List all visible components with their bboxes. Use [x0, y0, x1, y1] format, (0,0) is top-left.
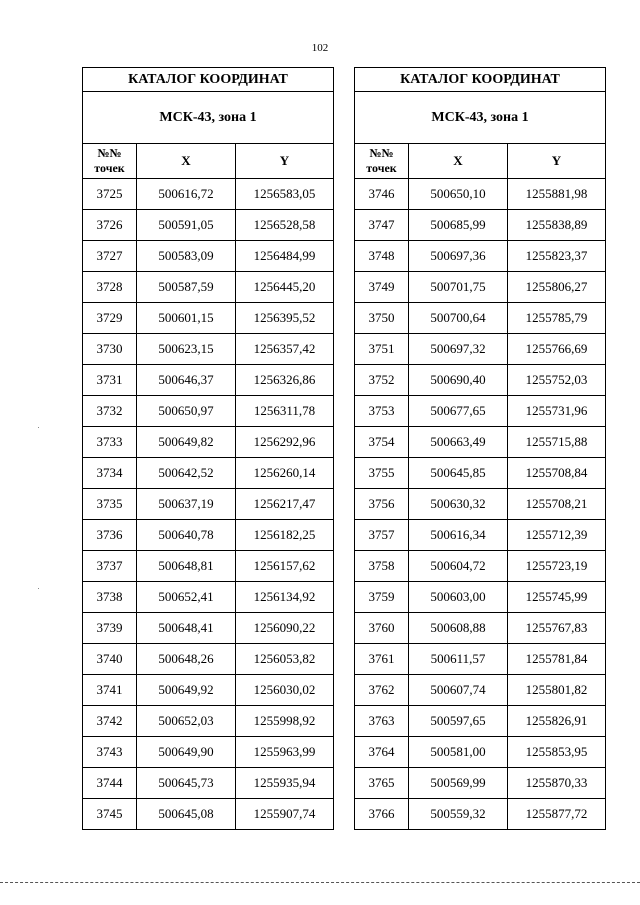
- x-coordinate-cell: 500642,52: [137, 458, 236, 489]
- column-header-x: X: [409, 144, 508, 179]
- point-number-cell: 3740: [83, 644, 137, 675]
- column-header-point-number: №№ точек: [83, 144, 137, 179]
- point-number-cell: 3745: [83, 799, 137, 830]
- table-row: [355, 458, 606, 489]
- table-row: [83, 582, 334, 613]
- point-number-cell: 3733: [83, 427, 137, 458]
- table-subtitle: МСК-43, зона 1: [355, 92, 606, 144]
- point-number-cell: 3736: [83, 520, 137, 551]
- x-coordinate-cell: 500648,41: [137, 613, 236, 644]
- x-coordinate-cell: 500701,75: [409, 272, 508, 303]
- point-number-cell: 3742: [83, 706, 137, 737]
- y-coordinate-cell: 1255708,84: [508, 458, 606, 489]
- x-coordinate-cell: 500645,85: [409, 458, 508, 489]
- table-row: [355, 613, 606, 644]
- y-coordinate-cell: 1256528,58: [236, 210, 334, 241]
- table-subtitle: МСК-43, зона 1: [83, 92, 334, 144]
- x-coordinate-cell: 500601,15: [137, 303, 236, 334]
- x-coordinate-cell: 500650,10: [409, 179, 508, 210]
- coordinates-table-left: [82, 67, 334, 830]
- point-number-cell: 3765: [355, 768, 409, 799]
- y-coordinate-cell: 1255963,99: [236, 737, 334, 768]
- point-number-cell: 3752: [355, 365, 409, 396]
- y-coordinate-cell: 1255766,69: [508, 334, 606, 365]
- y-coordinate-cell: 1256030,02: [236, 675, 334, 706]
- table-row: [355, 427, 606, 458]
- point-number-cell: 3730: [83, 334, 137, 365]
- point-number-cell: 3766: [355, 799, 409, 830]
- x-coordinate-cell: 500652,03: [137, 706, 236, 737]
- table-row: [83, 737, 334, 768]
- table-row: [355, 520, 606, 551]
- table-row: [83, 551, 334, 582]
- x-coordinate-cell: 500591,05: [137, 210, 236, 241]
- x-coordinate-cell: 500697,36: [409, 241, 508, 272]
- column-header-x: X: [137, 144, 236, 179]
- table-row: [355, 365, 606, 396]
- table-row: [355, 799, 606, 830]
- point-number-cell: 3756: [355, 489, 409, 520]
- point-number-cell: 3762: [355, 675, 409, 706]
- y-coordinate-cell: 1255708,21: [508, 489, 606, 520]
- point-number-cell: 3758: [355, 551, 409, 582]
- x-coordinate-cell: 500616,34: [409, 520, 508, 551]
- point-number-cell: 3726: [83, 210, 137, 241]
- point-number-cell: 3741: [83, 675, 137, 706]
- x-coordinate-cell: 500640,78: [137, 520, 236, 551]
- y-coordinate-cell: 1256357,42: [236, 334, 334, 365]
- table-row: [83, 334, 334, 365]
- x-coordinate-cell: 500645,08: [137, 799, 236, 830]
- table-row: [355, 334, 606, 365]
- point-number-cell: 3754: [355, 427, 409, 458]
- table-row: [83, 303, 334, 334]
- point-number-cell: 3760: [355, 613, 409, 644]
- table-row: [355, 675, 606, 706]
- point-number-cell: 3759: [355, 582, 409, 613]
- x-coordinate-cell: 500648,81: [137, 551, 236, 582]
- table-row: [355, 272, 606, 303]
- x-coordinate-cell: 500646,37: [137, 365, 236, 396]
- x-coordinate-cell: 500616,72: [137, 179, 236, 210]
- table-row: [83, 272, 334, 303]
- x-coordinate-cell: 500623,15: [137, 334, 236, 365]
- table-row: [83, 365, 334, 396]
- x-coordinate-cell: 500652,41: [137, 582, 236, 613]
- table-row: [355, 303, 606, 334]
- x-coordinate-cell: 500607,74: [409, 675, 508, 706]
- y-coordinate-cell: 1255801,82: [508, 675, 606, 706]
- y-coordinate-cell: 1255731,96: [508, 396, 606, 427]
- y-coordinate-cell: 1256292,96: [236, 427, 334, 458]
- y-coordinate-cell: 1256326,86: [236, 365, 334, 396]
- y-coordinate-cell: 1256053,82: [236, 644, 334, 675]
- table-row: [83, 210, 334, 241]
- table-row: [83, 396, 334, 427]
- y-coordinate-cell: 1255823,37: [508, 241, 606, 272]
- y-coordinate-cell: 1256583,05: [236, 179, 334, 210]
- table-row: [83, 520, 334, 551]
- x-coordinate-cell: 500603,00: [409, 582, 508, 613]
- x-coordinate-cell: 500597,65: [409, 706, 508, 737]
- x-coordinate-cell: 500559,32: [409, 799, 508, 830]
- table-row: [355, 551, 606, 582]
- table-row: [355, 737, 606, 768]
- x-coordinate-cell: 500630,32: [409, 489, 508, 520]
- table-row: [355, 396, 606, 427]
- y-coordinate-cell: 1255712,39: [508, 520, 606, 551]
- table-row: [355, 644, 606, 675]
- y-coordinate-cell: 1256090,22: [236, 613, 334, 644]
- y-coordinate-cell: 1255838,89: [508, 210, 606, 241]
- column-header-point-number: №№ точек: [355, 144, 409, 179]
- x-coordinate-cell: 500690,40: [409, 365, 508, 396]
- y-coordinate-cell: 1255870,33: [508, 768, 606, 799]
- x-coordinate-cell: 500645,73: [137, 768, 236, 799]
- table-row: [83, 489, 334, 520]
- scan-speck: [38, 427, 39, 428]
- point-number-cell: 3743: [83, 737, 137, 768]
- table-row: [83, 427, 334, 458]
- point-number-cell: 3738: [83, 582, 137, 613]
- coordinates-table-right: [354, 67, 606, 830]
- x-coordinate-cell: 500649,92: [137, 675, 236, 706]
- y-coordinate-cell: 1255998,92: [236, 706, 334, 737]
- x-coordinate-cell: 500604,72: [409, 551, 508, 582]
- x-coordinate-cell: 500583,09: [137, 241, 236, 272]
- table-row: [355, 706, 606, 737]
- x-coordinate-cell: 500569,99: [409, 768, 508, 799]
- y-coordinate-cell: 1255723,19: [508, 551, 606, 582]
- point-number-cell: 3732: [83, 396, 137, 427]
- table-row: [83, 768, 334, 799]
- x-coordinate-cell: 500587,59: [137, 272, 236, 303]
- x-coordinate-cell: 500685,99: [409, 210, 508, 241]
- point-number-cell: 3753: [355, 396, 409, 427]
- y-coordinate-cell: 1255877,72: [508, 799, 606, 830]
- point-number-cell: 3763: [355, 706, 409, 737]
- y-coordinate-cell: 1255881,98: [508, 179, 606, 210]
- point-number-cell: 3746: [355, 179, 409, 210]
- y-coordinate-cell: 1256311,78: [236, 396, 334, 427]
- table-row: [83, 241, 334, 272]
- y-coordinate-cell: 1255935,94: [236, 768, 334, 799]
- table-title: КАТАЛОГ КООРДИНАТ: [83, 68, 334, 92]
- point-number-cell: 3764: [355, 737, 409, 768]
- column-header-y: Y: [508, 144, 606, 179]
- y-coordinate-cell: 1255826,91: [508, 706, 606, 737]
- point-number-cell: 3748: [355, 241, 409, 272]
- x-coordinate-cell: 500677,65: [409, 396, 508, 427]
- x-coordinate-cell: 500648,26: [137, 644, 236, 675]
- point-number-cell: 3755: [355, 458, 409, 489]
- table-row: [83, 799, 334, 830]
- x-coordinate-cell: 500700,64: [409, 303, 508, 334]
- y-coordinate-cell: 1255806,27: [508, 272, 606, 303]
- point-number-cell: 3734: [83, 458, 137, 489]
- table-title: КАТАЛОГ КООРДИНАТ: [355, 68, 606, 92]
- point-number-cell: 3761: [355, 644, 409, 675]
- y-coordinate-cell: 1255767,83: [508, 613, 606, 644]
- point-number-cell: 3735: [83, 489, 137, 520]
- x-coordinate-cell: 500663,49: [409, 427, 508, 458]
- table-row: [355, 489, 606, 520]
- point-number-cell: 3750: [355, 303, 409, 334]
- y-coordinate-cell: 1255785,79: [508, 303, 606, 334]
- x-coordinate-cell: 500650,97: [137, 396, 236, 427]
- y-coordinate-cell: 1255781,84: [508, 644, 606, 675]
- bottom-scan-line: [0, 882, 640, 883]
- y-coordinate-cell: 1256395,52: [236, 303, 334, 334]
- point-number-cell: 3744: [83, 768, 137, 799]
- table-row: [83, 613, 334, 644]
- x-coordinate-cell: 500649,82: [137, 427, 236, 458]
- table-row: [83, 675, 334, 706]
- point-number-cell: 3751: [355, 334, 409, 365]
- x-coordinate-cell: 500608,88: [409, 613, 508, 644]
- x-coordinate-cell: 500581,00: [409, 737, 508, 768]
- table-row: [355, 768, 606, 799]
- table-row: [355, 210, 606, 241]
- column-header-y: Y: [236, 144, 334, 179]
- y-coordinate-cell: 1255715,88: [508, 427, 606, 458]
- page-number: 102: [311, 42, 329, 54]
- point-number-cell: 3728: [83, 272, 137, 303]
- point-number-cell: 3739: [83, 613, 137, 644]
- table-row: [355, 582, 606, 613]
- y-coordinate-cell: 1255752,03: [508, 365, 606, 396]
- table-row: [355, 179, 606, 210]
- x-coordinate-cell: 500649,90: [137, 737, 236, 768]
- point-number-cell: 3725: [83, 179, 137, 210]
- point-number-cell: 3729: [83, 303, 137, 334]
- table-row: [83, 179, 334, 210]
- y-coordinate-cell: 1255907,74: [236, 799, 334, 830]
- point-number-cell: 3731: [83, 365, 137, 396]
- y-coordinate-cell: 1256182,25: [236, 520, 334, 551]
- y-coordinate-cell: 1256445,20: [236, 272, 334, 303]
- point-number-cell: 3727: [83, 241, 137, 272]
- x-coordinate-cell: 500697,32: [409, 334, 508, 365]
- y-coordinate-cell: 1256217,47: [236, 489, 334, 520]
- table-row: [83, 458, 334, 489]
- table-row: [83, 706, 334, 737]
- point-number-cell: 3749: [355, 272, 409, 303]
- x-coordinate-cell: 500611,57: [409, 644, 508, 675]
- y-coordinate-cell: 1256134,92: [236, 582, 334, 613]
- point-number-cell: 3737: [83, 551, 137, 582]
- y-coordinate-cell: 1255853,95: [508, 737, 606, 768]
- point-number-cell: 3757: [355, 520, 409, 551]
- table-row: [83, 644, 334, 675]
- y-coordinate-cell: 1256484,99: [236, 241, 334, 272]
- scan-speck: [38, 588, 39, 589]
- point-number-cell: 3747: [355, 210, 409, 241]
- y-coordinate-cell: 1256157,62: [236, 551, 334, 582]
- y-coordinate-cell: 1256260,14: [236, 458, 334, 489]
- table-row: [355, 241, 606, 272]
- x-coordinate-cell: 500637,19: [137, 489, 236, 520]
- y-coordinate-cell: 1255745,99: [508, 582, 606, 613]
